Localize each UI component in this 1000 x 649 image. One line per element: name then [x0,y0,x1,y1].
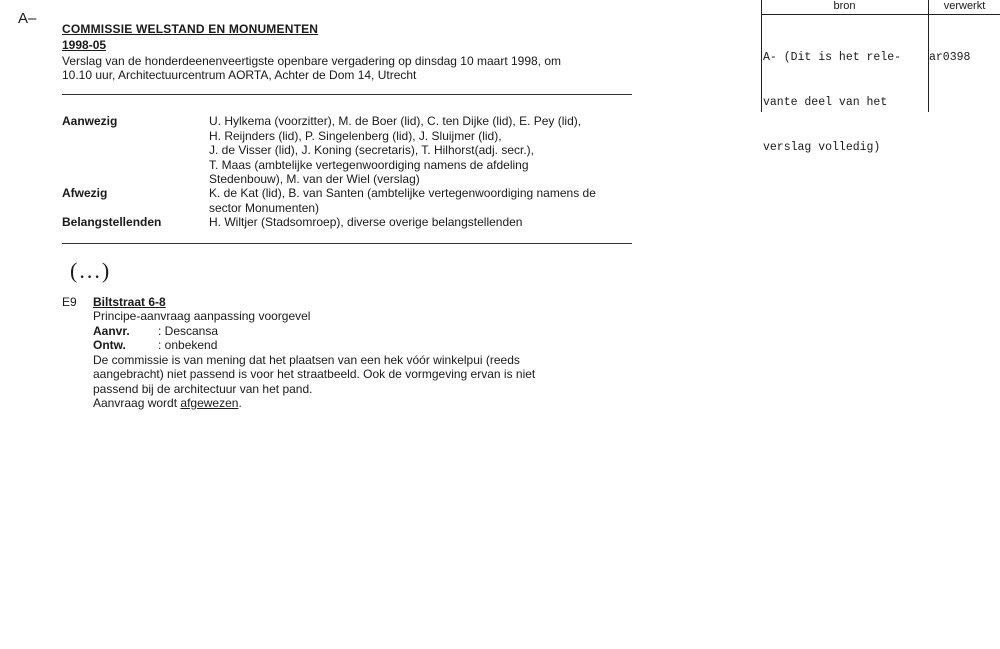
verwerkt-cell: ar0398 [929,51,971,64]
present-line: H. Reijnders (lid), P. Singelenberg (lid), J. Sluijmer (lid), [209,128,502,143]
present-line: Stedenbouw), M. van der Wiel (verslag) [209,172,420,186]
present-label: Aanwezig [62,114,118,128]
interested-label: Belangstellenden [62,215,162,229]
intro-line: Verslag van de honderdeenenveertigste openbare vergadering op dinsdag 10 maart 1998, om [62,54,562,68]
absent-label: Afwezig [62,186,108,200]
item-text-line: aangebracht) niet passend is voor het straatbeeld. Ook de vormgeving ervan is niet [93,367,536,381]
archive-table [761,0,1000,154]
item-subject: Principe-aanvraag aanpassing voorgevel [93,309,311,323]
present-line: U. Hylkema (voorzitter), M. de Boer (lid), C. ten Dijke (lid), E. Pey (lid), [209,114,582,128]
document-number: 1998-05 [62,38,107,52]
absent-line: K. de Kat (lid), B. van Santen (ambtelijke vertegenwoordiging namens de [209,186,596,200]
designer-key: Ontw. [93,338,126,352]
document-title: COMMISSIE WELSTAND EN MONUMENTEN [62,22,319,36]
item-body [93,309,593,411]
interested-line: H. Wiltjer (Stadsomroep), diverse overige belangstellenden [209,215,523,229]
item-code: E9 [62,295,77,309]
intro-line: 10.10 uur, Architectuurcentrum AORTA, Achter de Dom 14, Utrecht [62,68,417,82]
divider-top [62,94,632,95]
item-text-line: passend bij de architectuur van het pand. [93,381,313,396]
item-text-line: De commissie is van mening dat het plaatsen van een hek vóór winkelpui (reeds [93,352,520,367]
item-title: Biltstraat 6-8 [93,295,166,309]
designer-value: : onbekend [158,338,218,352]
omission-marker: (...) [70,258,112,283]
applicant-row [93,324,593,339]
bron-line: vante deel van het [763,96,888,109]
meeting-intro [62,54,642,82]
bron-line: A- (Dit is het rele- [763,51,902,64]
applicant-value: : Descansa [158,323,219,338]
designer-row [93,338,593,353]
decision-word: afgewezen [180,396,239,410]
absent-line: sector Monumenten) [209,200,320,215]
bron-cell [763,20,901,185]
table-border-left [761,0,762,112]
applicant-key: Aanvr. [93,323,130,338]
interested-list [209,215,639,230]
present-list [209,114,639,187]
corner-mark: A– [18,10,37,27]
column-header-verwerkt: verwerkt [929,0,1000,15]
column-header-bron: bron [761,0,928,15]
present-line: J. de Visser (lid), J. Koning (secretaris), T. Hilhorst(adj. secr.), [209,143,534,157]
divider-bottom [62,243,632,244]
decision-suffix: . [238,396,242,410]
decision-prefix: Aanvraag wordt [93,396,181,410]
absent-list [209,186,639,215]
present-line: T. Maas (ambtelijke vertegenwoordiging namens de afdeling [209,157,529,172]
bron-line: verslag volledig) [763,141,881,154]
decision-line [93,396,593,411]
